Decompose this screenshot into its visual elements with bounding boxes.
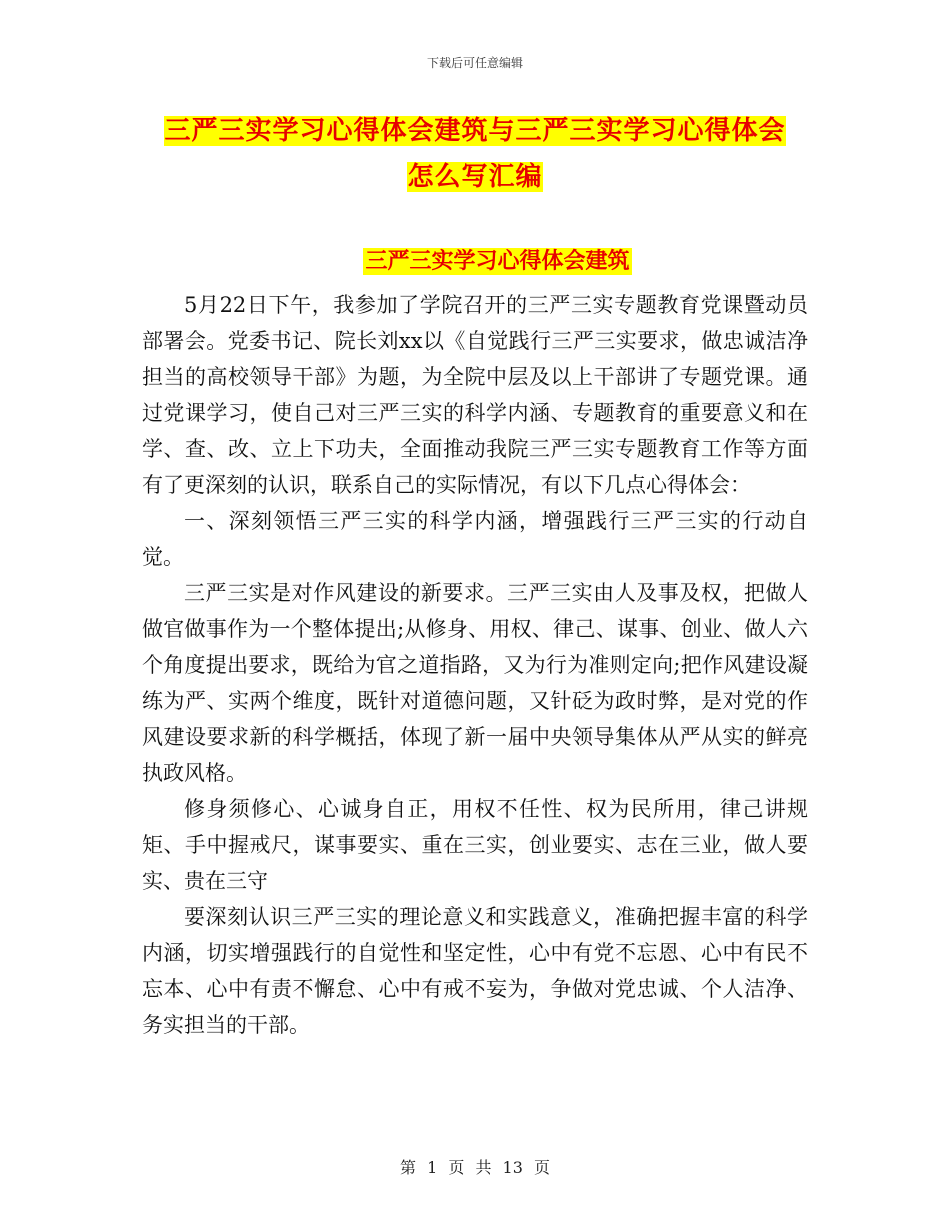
page-footer: 第 1 页 共 13 页 — [400, 1158, 550, 1177]
paragraph: 要深刻认识三严三实的理论意义和实践意义，准确把握丰富的科学内涵，切实增强践行的自觉性和坚定性，心中有党不忘恩、心中有民不忘本、心中有责不懈怠、心中有戒不妄为，争做对党忠诚、个人洁净、务实担当的干部。 — [142, 905, 808, 1037]
paragraph: 修身须修心、心诚身自正，用权不任性、权为民所用，律己讲规矩、手中握戒尺，谋事要实、重在三实，创业要实、志在三业，做人要实、贵在三守 — [142, 797, 808, 893]
document-title — [120, 108, 830, 200]
document-title-line-2: 怎么写汇编 — [407, 162, 543, 192]
document-title-line-1: 三严三实学习心得体会建筑与三严三实学习心得体会 — [164, 116, 786, 146]
section-title — [0, 245, 950, 279]
paragraph: 三严三实是对作风建设的新要求。三严三实由人及事及权，把做人做官做事作为一个整体提出;从修身、用权、律己、谋事、创业、做人六个角度提出要求，既给为官之道指路，又为行为准则定向;把作风建设凝练为严、实两个维度，既针对道德问题，又针砭为政时弊，是对党的作风建设要求新的科学概括，体现了新一届中央领导集体从严从实的鲜亮执政风格。 — [142, 581, 808, 785]
section-title-text: 三严三实学习心得体会建筑 — [365, 249, 630, 274]
body-text — [142, 287, 808, 1043]
paragraph: 5月22日下午，我参加了学院召开的三严三实专题教育党课暨动员部署会。党委书记、院长刘xx以《自觉践行三严三实要求，做忠诚洁净担当的高校领导干部》为题，为全院中层及以上干部讲了专题党课。通过党课学习，使自己对三严三实的科学内涵、专题教育的重要意义和在学、查、改、立上下功夫，全面推动我院三严三实专题教育工作等方面有了更深刻的认识，联系自己的实际情况，有以下几点心得体会： — [142, 293, 808, 497]
header-note: 下载后可任意编辑 — [426, 56, 523, 70]
paragraph: 一、深刻领悟三严三实的科学内涵，增强践行三严三实的行动自觉。 — [142, 509, 808, 569]
